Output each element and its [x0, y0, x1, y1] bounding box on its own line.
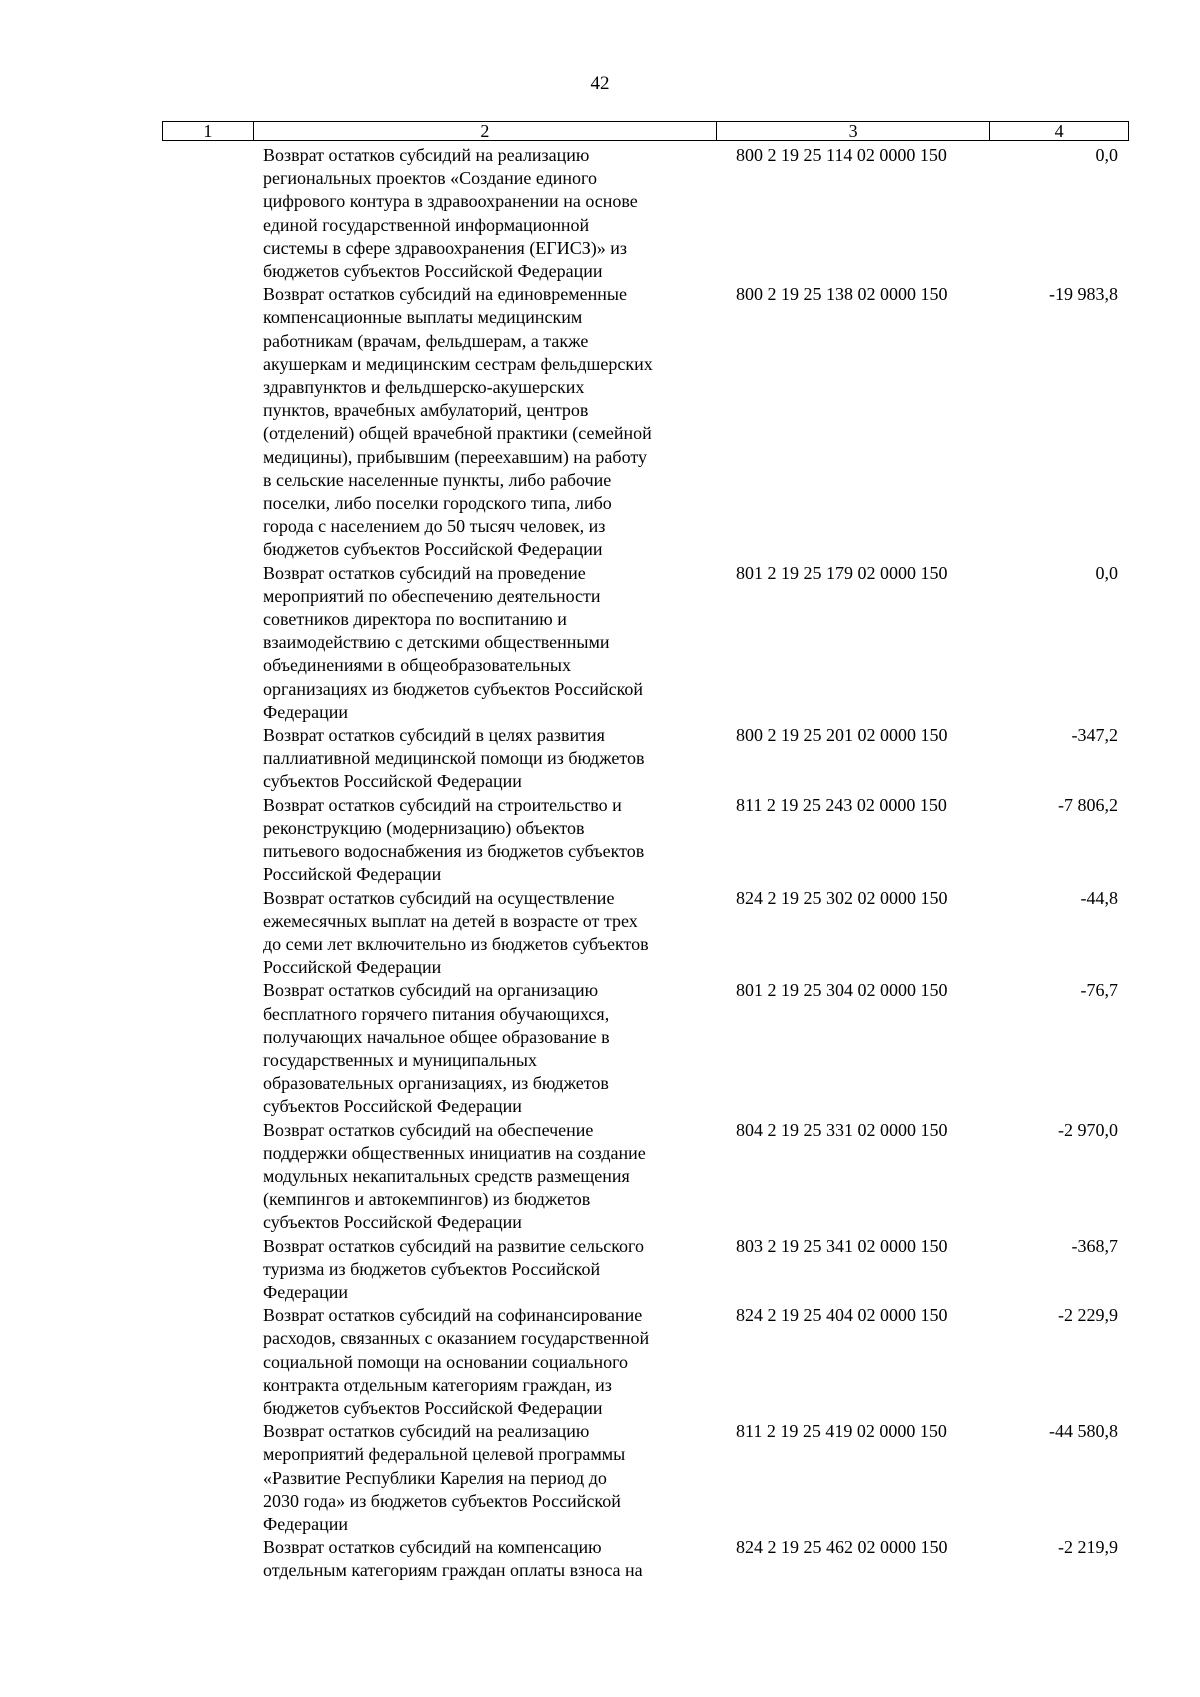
row-code: 800 2 19 25 114 02 0000 150 [736, 145, 947, 165]
table-row [162, 144, 1129, 283]
row-amount: -347,2 [1071, 725, 1118, 746]
row-amount: -7 806,2 [1058, 794, 1118, 815]
row-code: 803 2 19 25 341 02 0000 150 [736, 1235, 948, 1256]
row-description: Возврат остатков субсидий на развитие сельского туризма из бюджетов субъектов Российской Федерации [263, 1235, 644, 1302]
table-row [162, 1119, 1129, 1235]
row-description: Возврат остатков субсидий на реализацию мероприятий федеральной целевой программы «Развитие Республики Карелия на период до 2030 года» из бюджетов субъектов Российской Федерации [263, 1421, 626, 1534]
row-code: 811 2 19 25 419 02 0000 150 [736, 1421, 947, 1442]
row-amount: -76,7 [1080, 980, 1118, 1001]
table-row [162, 1235, 1129, 1305]
row-description: Возврат остатков субсидий на софинансирование расходов, связанных с оказанием государственной социальной помощи на основании социального контракта отдельным категориям граждан, из бюджетов субъектов Российской Федерации [263, 1305, 650, 1418]
table-row [162, 283, 1129, 561]
row-description: Возврат остатков субсидий в целях развития паллиативной медицинской помощи из бюджетов субъектов Российской Федерации [263, 725, 645, 792]
row-description: Возврат остатков субсидий на единовременные компенсационные выплаты медицинским работникам (врачам, фельдшерам, а также акушеркам и медицинским сестрам фельдшерских здравпунктов и фельдшерско-акушерских пунктов, врачебных амбулаторий, центров (отделений) общей врачебной практики (семейной медицины), прибывшим (переехавшим) на работу в сельские населенные пункты, либо рабочие поселки, либо поселки городского типа, либо города с населением до 50 тысяч человек, из бюджетов субъектов Российской Федерации [263, 284, 653, 560]
table-row [162, 1536, 1129, 1582]
table-row [162, 1304, 1129, 1420]
row-description: Возврат остатков субсидий на компенсацию отдельным категориям граждан оплаты взноса на [263, 1537, 643, 1581]
row-description: Возврат остатков субсидий на проведение мероприятий по обеспечению деятельности советников директора по воспитанию и взаимодействию с детскими общественными объединениями в общеобразовательных организациях из бюджетов субъектов Российской Федерации [263, 562, 644, 722]
row-description: Возврат остатков субсидий на осуществление ежемесячных выплат на детей в возрасте от трех до семи лет включительно из бюджетов субъектов Российской Федерации [263, 887, 649, 978]
row-amount: 0,0 [1095, 562, 1118, 583]
table-row [162, 1420, 1129, 1536]
row-amount: -2 219,9 [1058, 1537, 1118, 1558]
table-row [162, 562, 1129, 724]
row-description: Возврат остатков субсидий на строительство и реконструкцию (модернизацию) объектов питьевого водоснабжения из бюджетов субъектов Российской Федерации [263, 794, 645, 885]
row-amount: -2 970,0 [1058, 1119, 1118, 1140]
table-row [162, 724, 1129, 794]
table-row [162, 887, 1129, 980]
row-code: 824 2 19 25 404 02 0000 150 [736, 1305, 948, 1326]
row-amount: -368,7 [1071, 1235, 1118, 1256]
page-number: 42 [590, 73, 610, 94]
row-amount: 0,0 [1095, 145, 1118, 165]
row-code: 824 2 19 25 462 02 0000 150 [736, 1537, 948, 1558]
row-code: 811 2 19 25 243 02 0000 150 [736, 794, 947, 815]
table-header-row [162, 121, 1129, 141]
row-code: 800 2 19 25 201 02 0000 150 [736, 725, 948, 746]
column-header-1: 1 [163, 122, 254, 140]
column-header-2: 2 [254, 122, 717, 140]
row-description: Возврат остатков субсидий на обеспечение поддержки общественных инициатив на создание модульных некапитальных средств размещения (кемпингов и автокемпингов) из бюджетов субъектов Российской Федерации [263, 1119, 646, 1233]
column-header-3: 3 [717, 122, 990, 140]
table-body [162, 144, 1129, 1583]
row-amount: -19 983,8 [1049, 284, 1118, 305]
row-amount: -44,8 [1080, 887, 1118, 908]
column-header-4: 4 [1054, 121, 1064, 141]
row-description: Возврат остатков субсидий на реализацию региональных проектов «Создание единого цифрового контура в здравоохранении на основе единой государственной информационной системы в сфере здравоохранения (ЕГИСЗ)» из бюджетов субъектов Российской Федерации [263, 145, 638, 282]
table-row [162, 794, 1129, 887]
row-description: Возврат остатков субсидий на организацию бесплатного горячего питания обучающихся, получающих начальное общее образование в государственных и муниципальных образовательных организациях, из бюджетов субъектов Российской Федерации [263, 980, 610, 1117]
row-code: 801 2 19 25 179 02 0000 150 [736, 562, 948, 583]
row-amount: -44 580,8 [1049, 1421, 1118, 1442]
row-code: 800 2 19 25 138 02 0000 150 [736, 284, 948, 305]
row-code: 824 2 19 25 302 02 0000 150 [736, 887, 948, 908]
row-amount: -2 229,9 [1058, 1305, 1118, 1326]
row-code: 801 2 19 25 304 02 0000 150 [736, 980, 948, 1001]
table-row [162, 979, 1129, 1118]
row-code: 804 2 19 25 331 02 0000 150 [736, 1119, 948, 1140]
